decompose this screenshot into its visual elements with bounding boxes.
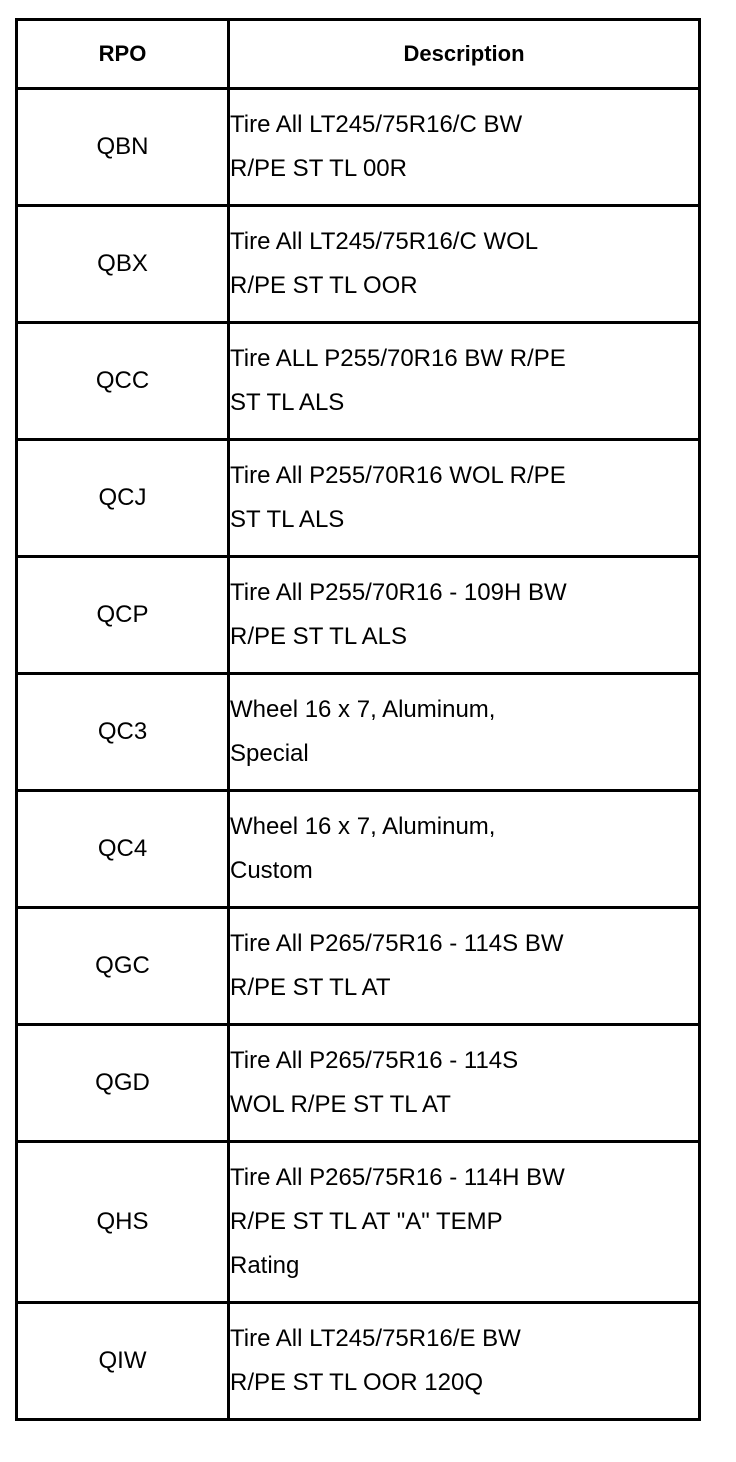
description-line: Tire All P265/75R16 - 114S bbox=[230, 1047, 519, 1074]
table-row bbox=[17, 1025, 700, 1142]
description-cell bbox=[229, 323, 700, 440]
description-line: R/PE ST TL OOR 120Q bbox=[230, 1369, 483, 1396]
description-line: Tire All LT245/75R16/C WOL bbox=[230, 228, 539, 255]
rpo-code-cell: QHS bbox=[17, 1142, 229, 1303]
description-cell bbox=[229, 206, 700, 323]
rpo-column-header: RPO bbox=[17, 20, 229, 89]
description-line: Wheel 16 x 7, Aluminum, bbox=[230, 696, 496, 723]
description-line: ST TL ALS bbox=[230, 389, 345, 416]
description-line: Special bbox=[230, 740, 309, 767]
description-cell bbox=[229, 791, 700, 908]
rpo-code-cell: QCP bbox=[17, 557, 229, 674]
description-line: R/PE ST TL AT bbox=[230, 974, 391, 1001]
description-cell bbox=[229, 674, 700, 791]
description-cell bbox=[229, 1025, 700, 1142]
description-cell bbox=[229, 1303, 700, 1420]
description-line: Tire All P255/70R16 WOL R/PE bbox=[230, 462, 566, 489]
description-line: Tire All P265/75R16 - 114H BW bbox=[230, 1164, 565, 1191]
rpo-description-table bbox=[15, 18, 701, 1421]
description-column-header: Description bbox=[229, 20, 700, 89]
description-cell bbox=[229, 440, 700, 557]
description-line: Rating bbox=[230, 1252, 300, 1279]
table-row bbox=[17, 89, 700, 206]
description-cell bbox=[229, 1142, 700, 1303]
description-cell bbox=[229, 557, 700, 674]
description-line: Tire All P255/70R16 - 109H BW bbox=[230, 579, 567, 606]
table-header-row bbox=[17, 20, 700, 89]
table-row bbox=[17, 791, 700, 908]
rpo-code-cell: QBX bbox=[17, 206, 229, 323]
description-line: Wheel 16 x 7, Aluminum, bbox=[230, 813, 496, 840]
description-cell bbox=[229, 908, 700, 1025]
description-line: Tire ALL P255/70R16 BW R/PE bbox=[230, 345, 566, 372]
description-line: Tire All LT245/75R16/E BW bbox=[230, 1325, 521, 1352]
table-row bbox=[17, 323, 700, 440]
rpo-code-cell: QGC bbox=[17, 908, 229, 1025]
description-line: R/PE ST TL 00R bbox=[230, 155, 407, 182]
description-line: R/PE ST TL AT "A" TEMP bbox=[230, 1208, 503, 1235]
table-row bbox=[17, 1303, 700, 1420]
table-row bbox=[17, 440, 700, 557]
table-row bbox=[17, 206, 700, 323]
description-line: Tire All P265/75R16 - 114S BW bbox=[230, 930, 564, 957]
rpo-code-cell: QBN bbox=[17, 89, 229, 206]
description-cell bbox=[229, 89, 700, 206]
description-line: R/PE ST TL ALS bbox=[230, 623, 407, 650]
rpo-code-cell: QGD bbox=[17, 1025, 229, 1142]
table-row bbox=[17, 1142, 700, 1303]
rpo-code-cell: QCC bbox=[17, 323, 229, 440]
description-line: Custom bbox=[230, 857, 313, 884]
rpo-code-cell: QCJ bbox=[17, 440, 229, 557]
description-line: Tire All LT245/75R16/C BW bbox=[230, 111, 523, 138]
table-row bbox=[17, 908, 700, 1025]
table-row bbox=[17, 557, 700, 674]
rpo-code-cell: QIW bbox=[17, 1303, 229, 1420]
table-row bbox=[17, 674, 700, 791]
description-line: WOL R/PE ST TL AT bbox=[230, 1091, 451, 1118]
rpo-code-cell: QC4 bbox=[17, 791, 229, 908]
description-line: ST TL ALS bbox=[230, 506, 345, 533]
description-line: R/PE ST TL OOR bbox=[230, 272, 418, 299]
rpo-code-cell: QC3 bbox=[17, 674, 229, 791]
